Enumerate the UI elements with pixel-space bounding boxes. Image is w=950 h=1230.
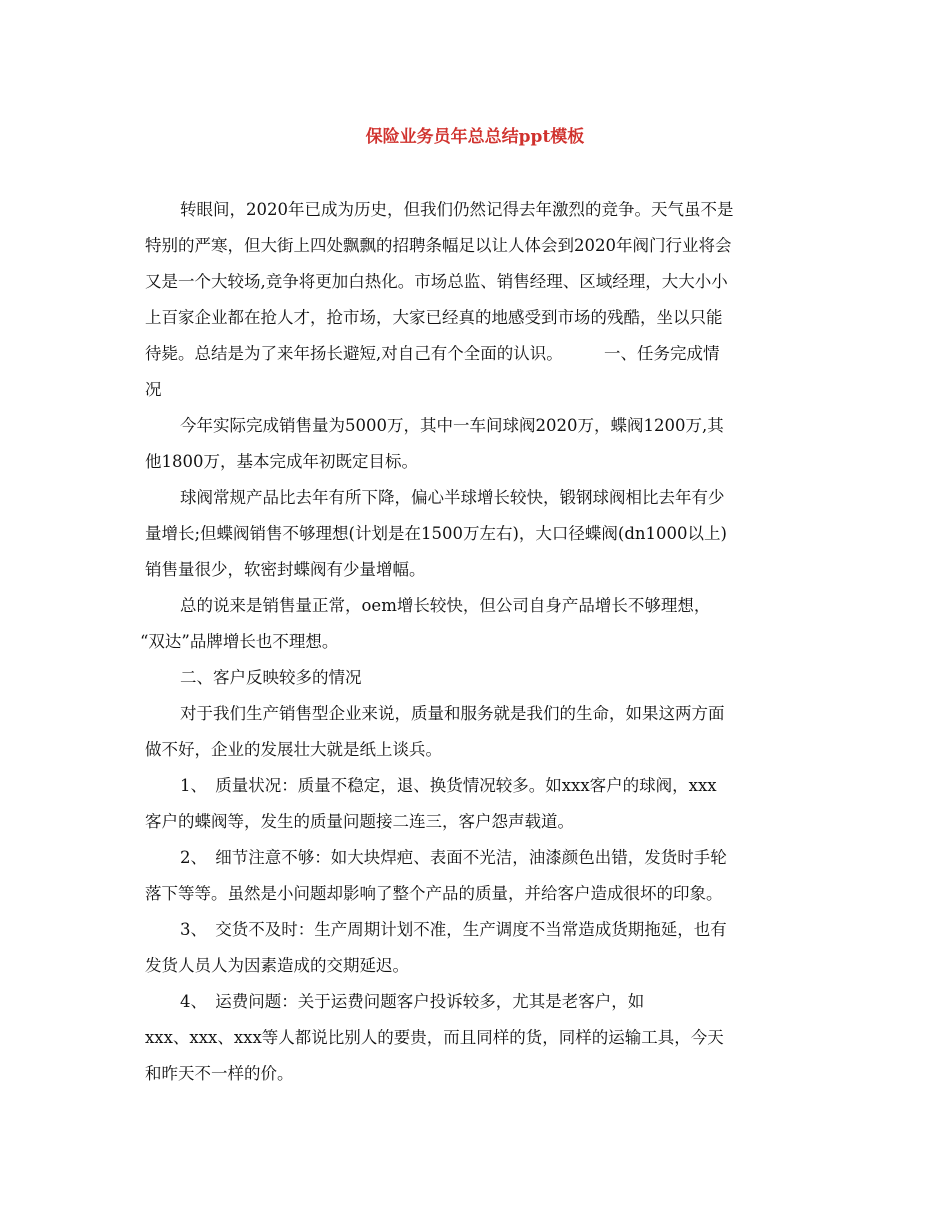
list-item-line: 2、 细节注意不够：如大块焊疤、表面不光洁，油漆颜色出错，发货时手轮 — [180, 848, 727, 867]
paragraph-line: 他1800万，基本完成年初既定目标。 — [145, 452, 418, 471]
paragraph-line: 对于我们生产销售型企业来说，质量和服务就是我们的生命，如果这两方面 — [180, 704, 725, 723]
paragraph-line: 今年实际完成销售量为5000万，其中一车间球阀2020万，蝶阀1200万,其 — [180, 416, 724, 435]
paragraph-line: 量增长;但蝶阀销售不够理想(计划是在1500万左右)，大口径蝶阀(dn1000以上) — [145, 524, 727, 543]
list-item-line: 4、 运费问题：关于运费问题客户投诉较多，尤其是老客户，如 — [180, 992, 645, 1011]
list-item-line: 客户的蝶阀等，发生的质量问题接二连三，客户怨声载道。 — [145, 812, 574, 831]
paragraph-line: 销售量很少，软密封蝶阀有少量增幅。 — [145, 560, 426, 579]
paragraph-line: “双达”品牌增长也不理想。 — [140, 632, 339, 651]
paragraph-line: 球阀常规产品比去年有所下降，偏心半球增长较快，锻钢球阀相比去年有少 — [180, 488, 725, 507]
paragraph-line: 况 — [145, 380, 162, 399]
paragraph-line: 转眼间，2020年已成为历史，但我们仍然记得去年激烈的竞争。天气虽不是 — [180, 200, 734, 219]
list-item-line: 3、 交货不及时：生产周期计划不准，生产调度不当常造成货期拖延，也有 — [180, 920, 727, 939]
list-item-line: xxx、xxx、xxx等人都说比别人的要贵，而且同样的货，同样的运输工具，今天 — [145, 1028, 724, 1047]
list-item-line: 发货人员人为因素造成的交期延迟。 — [145, 956, 409, 975]
document-title: 保险业务员年总总结ppt模板 — [365, 127, 585, 147]
paragraph-line: 又是一个大较场,竞争将更加白热化。市场总监、销售经理、区域经理，大大小小 — [145, 272, 728, 291]
paragraph-line: 待毙。总结是为了来年扬长避短,对自己有个全面的认识。 一、任务完成情 — [145, 344, 720, 363]
list-item-line: 落下等等。虽然是小问题却影响了整个产品的质量，并给客户造成很坏的印象。 — [145, 884, 723, 903]
paragraph-line: 做不好，企业的发展壮大就是纸上谈兵。 — [145, 740, 442, 759]
paragraph-line: 总的说来是销售量正常，oem增长较快，但公司自身产品增长不够理想， — [180, 596, 711, 615]
list-item-line: 1、 质量状况：质量不稳定，退、换货情况较多。如xxx客户的球阀，xxx — [180, 776, 717, 795]
paragraph-line: 特别的严寒，但大街上四处飘飘的招聘条幅足以让人体会到2020年阀门行业将会 — [145, 236, 732, 255]
paragraph-line: 上百家企业都在抢人才，抢市场，大家已经真的地感受到市场的残酷，坐以只能 — [145, 308, 723, 327]
list-item-line: 和昨天不一样的价。 — [145, 1064, 294, 1083]
section-heading: 二、客户反映较多的情况 — [180, 668, 362, 687]
